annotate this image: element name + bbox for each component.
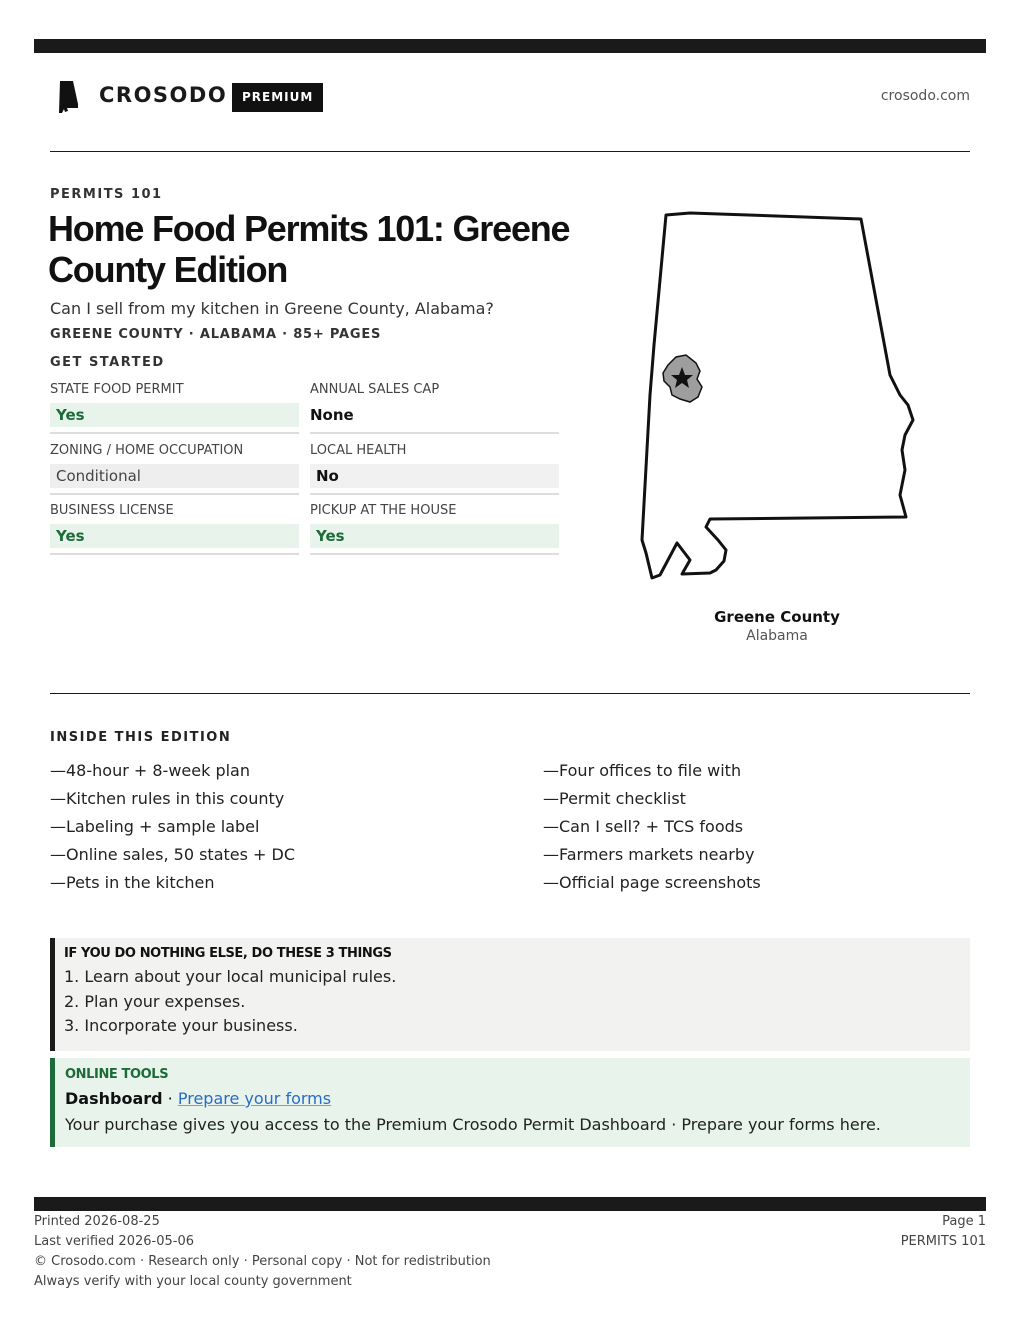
verify-note: Always verify with your local county government xyxy=(34,1274,352,1289)
list-item: —Permit checklist xyxy=(543,789,686,808)
inside-edition-heading: INSIDE THIS EDITION xyxy=(50,730,232,745)
inside-list-left xyxy=(50,757,490,897)
alabama-map xyxy=(630,205,930,590)
separator: · xyxy=(162,1089,178,1108)
copyright-notice: © Crosodo.com · Research only · Personal copy · Not for redistribution xyxy=(34,1254,491,1269)
map-county-name: Greene County xyxy=(714,608,840,626)
fact-annual-sales-cap xyxy=(310,382,559,434)
fact-label: BUSINESS LICENSE xyxy=(50,503,174,518)
list-item: —Farmers markets nearby xyxy=(543,845,755,864)
page-title xyxy=(48,208,588,290)
list-item: —Four offices to file with xyxy=(543,761,742,780)
top-bar xyxy=(34,39,986,53)
fact-value: Yes xyxy=(310,524,559,548)
todo-heading: IF YOU DO NOTHING ELSE, DO THESE 3 THINGS xyxy=(64,946,392,961)
header xyxy=(50,80,970,116)
fact-label: ZONING / HOME OCCUPATION xyxy=(50,443,244,458)
list-item: —Official page screenshots xyxy=(543,873,761,892)
section-divider xyxy=(50,693,970,694)
list-item: —48-hour + 8-week plan xyxy=(50,761,250,780)
online-tools-heading: ONLINE TOOLS xyxy=(65,1067,169,1082)
premium-badge: PREMIUM xyxy=(232,83,323,112)
todo-item: 1. Learn about your local municipal rules. xyxy=(64,967,397,986)
verified-date: Last verified 2026-05-06 xyxy=(34,1234,194,1249)
tools-description: Your purchase gives you access to the Premium Crosodo Permit Dashboard · Prepare your forms here. xyxy=(65,1115,881,1134)
title-line-2: County Edition xyxy=(48,249,288,290)
header-divider xyxy=(50,151,970,152)
todo-item: 3. Incorporate your business. xyxy=(64,1016,298,1035)
section-kicker: PERMITS 101 xyxy=(50,187,163,202)
page-meta: GREENE COUNTY · ALABAMA · 85+ PAGES xyxy=(50,327,382,342)
printed-date: Printed 2026-08-25 xyxy=(34,1214,160,1229)
map-caption xyxy=(677,608,877,644)
list-item: —Can I sell? + TCS foods xyxy=(543,817,744,836)
dashboard-label: Dashboard xyxy=(65,1089,163,1108)
prepare-forms-link[interactable]: Prepare your forms xyxy=(177,1089,332,1108)
todo-item: 2. Plan your expenses. xyxy=(64,991,246,1011)
fact-zoning xyxy=(50,443,299,495)
footer-left xyxy=(34,1212,491,1292)
get-started-heading: GET STARTED xyxy=(50,355,165,370)
fact-business-license xyxy=(50,503,299,555)
map-state-name: Alabama xyxy=(746,628,808,644)
fact-state-food-permit xyxy=(50,382,299,434)
brand-name[interactable]: CROSODO xyxy=(99,83,228,107)
page-subtitle: Can I sell from my kitchen in Greene County, Alabama? xyxy=(50,299,494,318)
fact-value: None xyxy=(310,406,354,424)
fact-pickup xyxy=(310,503,559,555)
dashboard-line xyxy=(65,1087,970,1111)
page-number: Page 1 xyxy=(942,1214,986,1229)
footer-bar xyxy=(34,1197,986,1211)
fact-local-health xyxy=(310,443,559,495)
fact-label: LOCAL HEALTH xyxy=(310,443,407,458)
list-item: —Labeling + sample label xyxy=(50,817,260,836)
title-line-1: Home Food Permits 101: Greene xyxy=(48,208,570,249)
alabama-state-shape-icon xyxy=(58,80,80,114)
fact-label: STATE FOOD PERMIT xyxy=(50,382,184,397)
fact-value: No xyxy=(310,464,559,488)
fact-value: Yes xyxy=(50,524,299,548)
footer-section: PERMITS 101 xyxy=(900,1234,986,1249)
inside-list-right xyxy=(543,757,983,897)
footer-right xyxy=(901,1212,986,1252)
list-item: —Online sales, 50 states + DC xyxy=(50,845,296,864)
fact-value: Yes xyxy=(50,403,299,427)
list-item: —Kitchen rules in this county xyxy=(50,789,285,808)
fact-label: ANNUAL SALES CAP xyxy=(310,382,440,397)
fact-label: PICKUP AT THE HOUSE xyxy=(310,503,457,518)
site-url[interactable]: crosodo.com xyxy=(880,88,970,104)
fact-value: Conditional xyxy=(50,464,299,488)
todo-callout xyxy=(50,938,970,1051)
list-item: —Pets in the kitchen xyxy=(50,873,215,892)
online-tools-callout xyxy=(50,1058,970,1147)
